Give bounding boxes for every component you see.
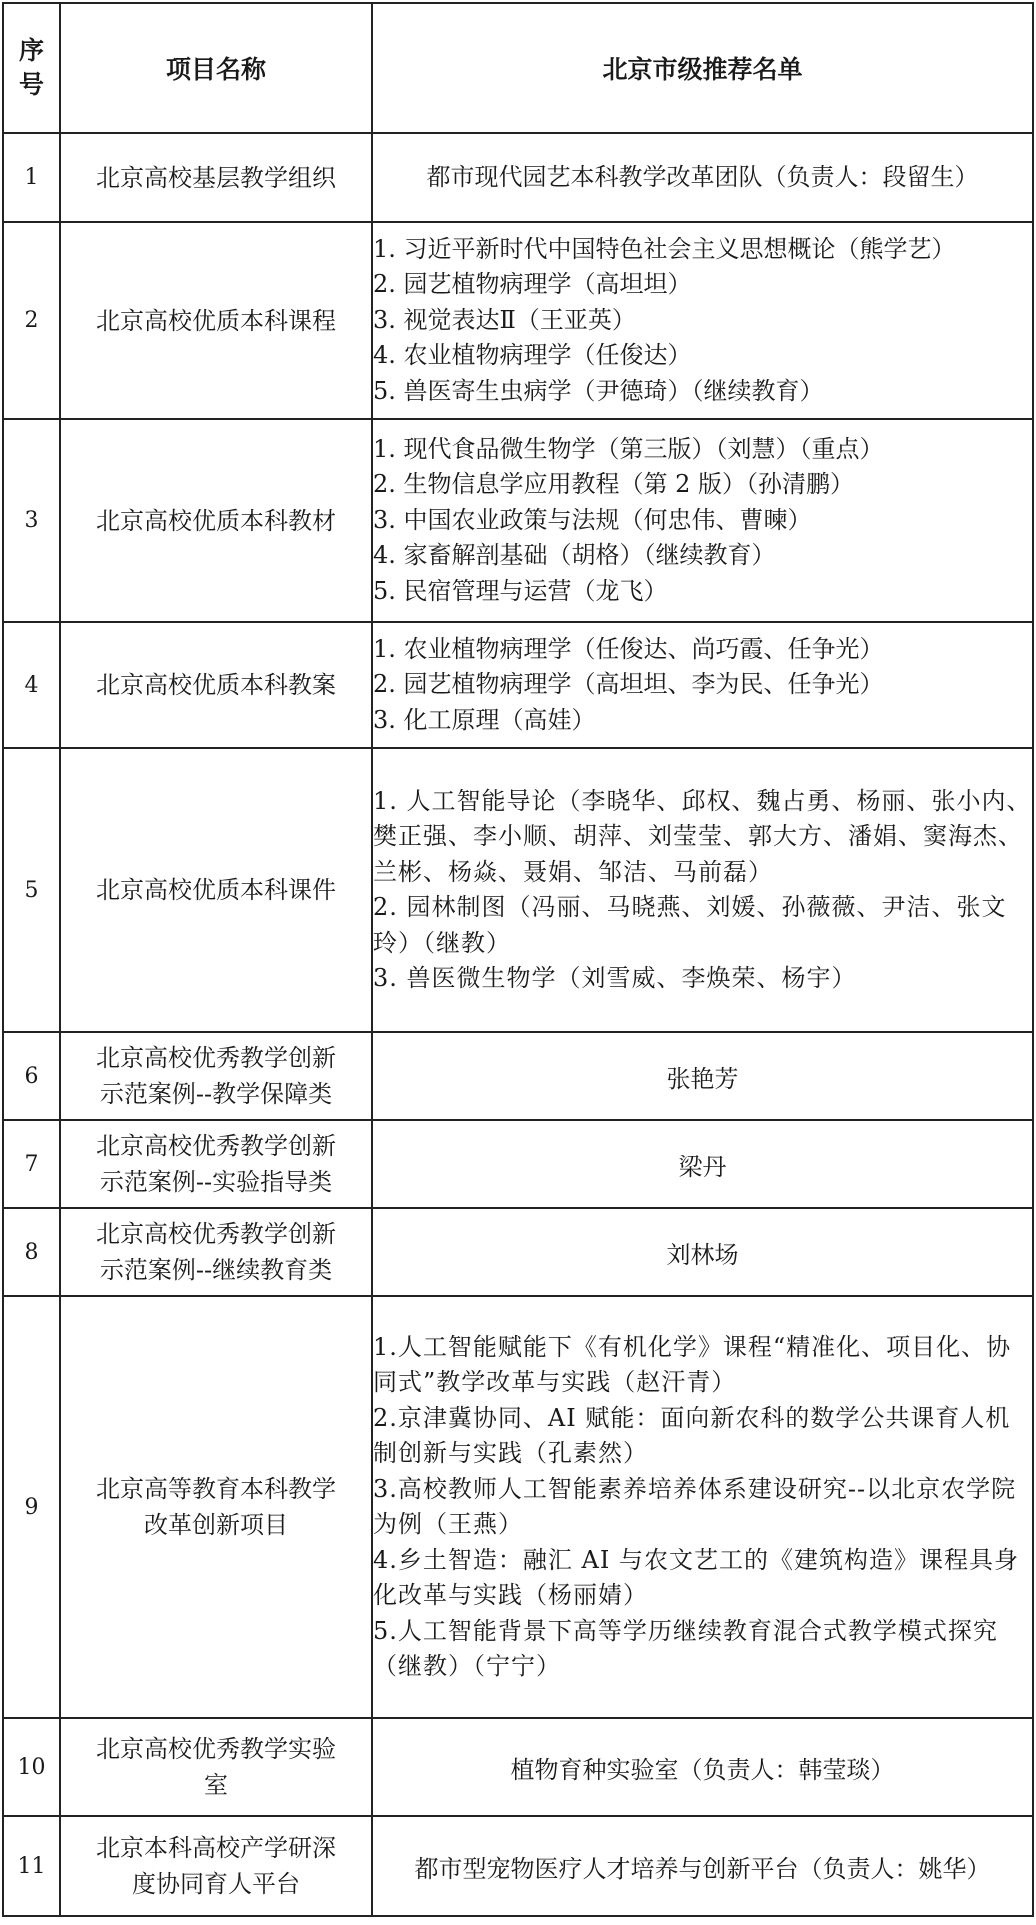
project-name-line: 示范案例--教学保障类 bbox=[99, 1080, 333, 1108]
recommend-item: 1. 人工智能导论（李晓华、邱权、魏占勇、杨丽、张小内、樊正强、李小顺、胡萍、刘莹莹、郭大方、潘娟、窦海杰、兰彬、杨焱、聂娟、邹洁、马前磊） bbox=[373, 786, 1032, 886]
project-name-line: 北京高校优秀教学创新 bbox=[96, 1220, 336, 1248]
row-index: 11 bbox=[3, 1816, 60, 1916]
recommend-item: 3. 视觉表达Ⅱ（王亚英） bbox=[373, 305, 636, 334]
recommend-item: 2. 生物信息学应用教程（第 2 版）（孙清鹏） bbox=[373, 470, 855, 499]
project-name bbox=[60, 1718, 372, 1816]
recommend-item: 2. 园艺植物病理学（高坦坦、李为民、任争光） bbox=[373, 670, 884, 699]
project-name-line: 北京本科高校产学研深 bbox=[96, 1834, 336, 1862]
index-header-line2: 号 bbox=[18, 70, 44, 99]
row-index: 8 bbox=[3, 1208, 60, 1296]
row-index: 5 bbox=[3, 748, 60, 1032]
project-name-line: 改革创新项目 bbox=[144, 1511, 288, 1539]
project-name: 北京高校优质本科教案 bbox=[60, 622, 372, 748]
recommend-item: 4. 农业植物病理学（任俊达） bbox=[373, 341, 692, 370]
row-index: 6 bbox=[3, 1032, 60, 1120]
table-row bbox=[3, 133, 1033, 222]
project-name-line: 北京高校优秀教学创新 bbox=[96, 1132, 336, 1160]
recommend-cell bbox=[372, 748, 1033, 1032]
project-name-line: 北京高等教育本科教学 bbox=[96, 1475, 336, 1503]
recommend-item: 5. 民宿管理与运营（龙飞） bbox=[373, 576, 668, 605]
recommend-item: 5.人工智能背景下高等学历继续教育混合式教学模式探究（继教）（宁宁） bbox=[373, 1616, 998, 1680]
recommend-item: 3. 兽医微生物学（刘雪威、李焕荣、杨宇） bbox=[373, 964, 857, 992]
table-row bbox=[3, 622, 1033, 748]
recommend-item: 2. 园艺植物病理学（高坦坦） bbox=[373, 270, 692, 299]
table-row bbox=[3, 419, 1033, 622]
row-index: 2 bbox=[3, 222, 60, 419]
row-index: 3 bbox=[3, 419, 60, 622]
table-row bbox=[3, 1032, 1033, 1120]
project-name-line: 室 bbox=[204, 1771, 228, 1799]
recommend-cell bbox=[372, 622, 1033, 748]
recommend-cell bbox=[372, 133, 1033, 222]
row-index: 1 bbox=[3, 133, 60, 222]
recommend-column-header: 北京市级推荐名单 bbox=[372, 3, 1033, 133]
recommend-value: 植物育种实验室（负责人：韩莹琰） bbox=[372, 1718, 1033, 1816]
recommend-item: 3. 中国农业政策与法规（何忠伟、曹暕） bbox=[373, 505, 812, 534]
row-index: 7 bbox=[3, 1120, 60, 1208]
project-name-line: 度协同育人平台 bbox=[132, 1870, 300, 1898]
row-index: 4 bbox=[3, 622, 60, 748]
recommend-item: 1. 现代食品微生物学（第三版）（刘慧）（重点） bbox=[373, 434, 884, 463]
recommend-cell bbox=[372, 1296, 1033, 1718]
project-name: 北京高校优质本科课件 bbox=[60, 748, 372, 1032]
table-row bbox=[3, 1120, 1033, 1208]
row-index: 10 bbox=[3, 1718, 60, 1816]
project-name bbox=[60, 1120, 372, 1208]
table-row bbox=[3, 1718, 1033, 1816]
recommend-item: 都市现代园艺本科教学改革团队（负责人：段留生） bbox=[426, 162, 979, 191]
table-row bbox=[3, 222, 1033, 419]
recommend-cell bbox=[372, 419, 1033, 622]
project-name: 北京高校优质本科课程 bbox=[60, 222, 372, 419]
index-header-line1: 序 bbox=[18, 36, 44, 65]
recommend-item: 3. 化工原理（高娃） bbox=[373, 705, 596, 734]
project-name bbox=[60, 1208, 372, 1296]
table-row bbox=[3, 1208, 1033, 1296]
table-row bbox=[3, 1296, 1033, 1718]
project-name-line: 示范案例--实验指导类 bbox=[99, 1168, 333, 1196]
recommend-item: 4. 家畜解剖基础（胡格）（继续教育） bbox=[373, 541, 776, 570]
recommend-item: 1. 习近平新时代中国特色社会主义思想概论（熊学艺） bbox=[373, 234, 956, 263]
project-name bbox=[60, 1816, 372, 1916]
table-row bbox=[3, 748, 1033, 1032]
recommend-item: 5. 兽医寄生虫病学（尹德琦）（继续教育） bbox=[373, 376, 824, 405]
recommend-value: 梁丹 bbox=[372, 1120, 1033, 1208]
project-name-column-header: 项目名称 bbox=[60, 3, 372, 133]
recommend-value: 都市型宠物医疗人才培养与创新平台（负责人：姚华） bbox=[372, 1816, 1033, 1916]
project-name: 北京高校基层教学组织 bbox=[60, 133, 372, 222]
recommend-value: 张艳芳 bbox=[372, 1032, 1033, 1120]
project-name-line: 示范案例--继续教育类 bbox=[99, 1256, 333, 1284]
project-name: 北京高校优质本科教材 bbox=[60, 419, 372, 622]
recommend-item: 1. 农业植物病理学（任俊达、尚巧霞、任争光） bbox=[373, 634, 884, 663]
recommend-item: 2. 园林制图（冯丽、马晓燕、刘媛、孙薇薇、尹洁、张文玲）（继教） bbox=[373, 893, 1007, 957]
index-column-header bbox=[3, 3, 60, 133]
project-name bbox=[60, 1296, 372, 1718]
recommend-item: 4.乡土智造：融汇 AI 与农文艺工的《建筑构造》课程具身化改革与实践（杨丽婧） bbox=[373, 1545, 1019, 1609]
table-header-row bbox=[3, 3, 1033, 133]
recommend-value: 刘林场 bbox=[372, 1208, 1033, 1296]
recommend-item: 2.京津冀协同、AI 赋能：面向新农科的数学公共课育人机制创新与实践（孔素然） bbox=[373, 1403, 1011, 1467]
recommend-cell bbox=[372, 222, 1033, 419]
recommend-item: 1.人工智能赋能下《有机化学》课程“精准化、项目化、协同式”教学改革与实践（赵汗青） bbox=[373, 1332, 1012, 1396]
project-name bbox=[60, 1032, 372, 1120]
row-index: 9 bbox=[3, 1296, 60, 1718]
recommend-item: 3.高校教师人工智能素养培养体系建设研究--以北京农学院为例（王燕） bbox=[373, 1474, 1017, 1538]
project-name-line: 北京高校优秀教学创新 bbox=[96, 1044, 336, 1072]
table-row bbox=[3, 1816, 1033, 1916]
recommendation-table bbox=[2, 2, 1034, 1917]
project-name-line: 北京高校优秀教学实验 bbox=[96, 1735, 336, 1763]
